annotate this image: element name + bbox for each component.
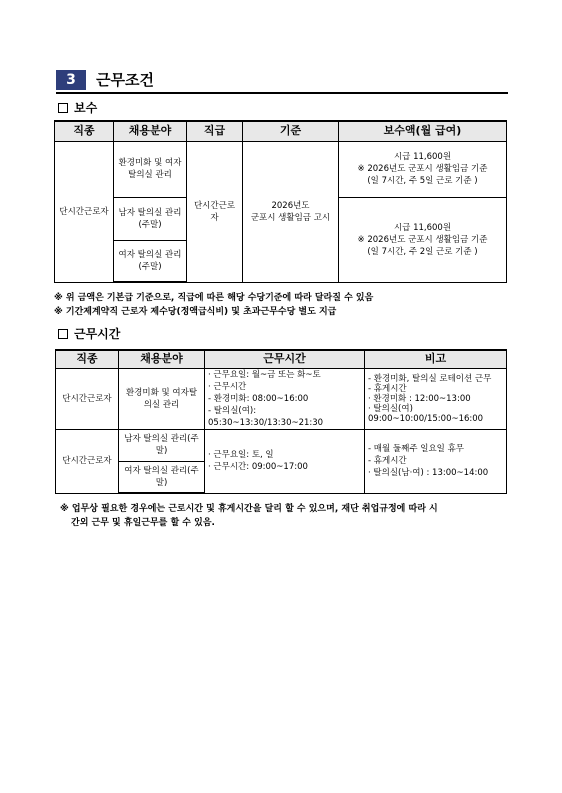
hours-remarks-line: 09:00~10:00/15:00~16:00: [368, 413, 484, 424]
pay-basis-line: 군포시 생활임금 고시: [250, 212, 331, 223]
pay-header-field: 채용분야: [114, 121, 187, 141]
pay-subtitle: [58, 100, 97, 116]
pay-table: [54, 120, 507, 283]
pay-amount-line: 시급 11,600원: [393, 222, 452, 233]
hours-job-type: 단시간근로자: [56, 368, 119, 429]
hours-job-type: 단시간근로자: [56, 429, 119, 493]
hours-header-field: 채용분야: [119, 350, 205, 368]
hours-header-job: 직종: [56, 350, 119, 368]
pay-note: ※ 위 금액은 기본급 기준으로, 직급에 따른 해당 수당기준에 따라 달라질 수 있음: [54, 293, 374, 303]
hours-table: [55, 349, 507, 494]
pay-field: 환경미화 및 여자탈의실 관리: [114, 141, 187, 197]
hours-time-line: · 근무요일: 월~금 또는 화~토: [208, 369, 321, 380]
hours-remarks-line: - 매월 둘째주 일요일 휴무: [368, 444, 464, 454]
pay-rank: 단시간근로자: [187, 141, 243, 282]
pay-job-type: 단시간근로자: [55, 141, 114, 282]
hours-remarks-line: - 환경미화, 탈의실 로테이션 근무: [368, 373, 492, 384]
hours-time-line: - 환경미화: 08:00~16:00: [208, 393, 309, 404]
pay-header-job: 직종: [55, 121, 114, 141]
hours-subtitle: [58, 326, 120, 342]
pay-basis-line: 2026년도: [271, 200, 310, 211]
pay-field: 남자 탈의실 관리(주말): [114, 197, 187, 240]
footer-note-line: ※ 업무상 필요한 경우에는 근로시간 및 휴게시간을 달리 할 수 있으며, 재단 취업규정에 따라 시: [60, 504, 438, 514]
footer-note-line: 간외 근무 및 휴일근무를 할 수 있음.: [71, 518, 215, 528]
hours-time-line: · 근무요일: 토, 일: [208, 450, 274, 460]
pay-note: ※ 기간제계약직 근로자 제수당(정액급식비) 및 초과근무수당 별도 지급: [54, 307, 337, 317]
pay-header-rank: 직급: [187, 121, 243, 141]
pay-amount-line: 시급 11,600원: [393, 152, 452, 162]
hours-header-time: 근무시간: [205, 350, 365, 368]
section-header: [56, 70, 508, 94]
hours-time: [205, 368, 365, 429]
hours-field: 여자 탈의실 관리(주말): [119, 461, 205, 493]
hours-subtitle-text: 근무시간: [74, 327, 121, 341]
hours-remarks-line: · 탈의실(남·여) : 13:00~14:00: [368, 468, 489, 478]
hours-remarks-line: - 휴게시간: [368, 456, 407, 466]
pay-header-basis: 기준: [243, 121, 339, 141]
hours-remarks: [365, 368, 507, 429]
section-title: 근무조건: [96, 71, 154, 89]
hours-remarks-line: - 휴게시간: [368, 383, 407, 394]
hours-header-remarks: 비고: [365, 350, 507, 368]
hours-remarks-line: · 환경미화 : 12:00~13:00: [368, 393, 471, 404]
pay-field: 여자 탈의실 관리(주말): [114, 240, 187, 282]
hours-time: [205, 429, 365, 493]
pay-amount-line: (일 7시간, 주 2일 근로 기준 ): [367, 246, 478, 257]
hours-remarks: [365, 429, 507, 493]
pay-subtitle-text: 보수: [74, 101, 98, 115]
hours-time-line: - 탈의실(여): 05:30~13:30/13:30~21:30: [208, 405, 324, 428]
checkbox-square-icon: [58, 329, 68, 339]
pay-amount-line: (일 7시간, 주 5일 근로 기준 ): [367, 176, 478, 186]
hours-field: 환경미화 및 여자탈의실 관리: [119, 368, 205, 429]
hours-time-line: · 근무시간: [208, 381, 247, 392]
pay-amount-line: ※ 2026년도 군포시 생활임금 기준: [357, 164, 488, 174]
pay-header-amount: 보수액(월 급여): [339, 121, 507, 141]
hours-time-line: · 근무시간: 09:00~17:00: [208, 462, 308, 472]
pay-amount-weekday: [339, 141, 507, 197]
section-number: 3: [56, 70, 86, 90]
hours-remarks-line: · 탈의실(여): [368, 403, 413, 414]
hours-field: 남자 탈의실 관리(주말): [119, 429, 205, 461]
checkbox-square-icon: [58, 103, 68, 113]
pay-basis: [243, 141, 339, 282]
pay-amount-weekend: [339, 197, 507, 282]
pay-amount-line: ※ 2026년도 군포시 생활임금 기준: [357, 234, 488, 245]
